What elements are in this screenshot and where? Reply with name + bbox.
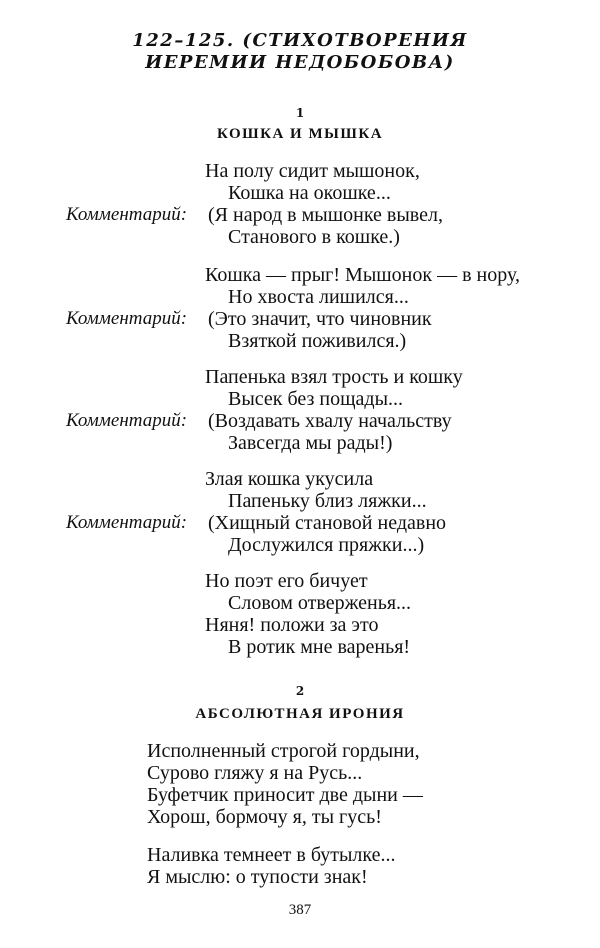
poem-1-line: Станового в кошке.) <box>228 226 400 248</box>
poem-1-number: 1 <box>295 106 305 120</box>
poem-1-line: Злая кошка укусила <box>205 468 374 490</box>
poem-1-line: Папеньку близ ляжки... <box>228 490 427 512</box>
poem-1-line: Папенька взял трость и кошку <box>205 366 463 388</box>
page-number: 387 <box>288 902 312 918</box>
poem-1-line: Но хвоста лишился... <box>228 286 409 308</box>
poem-2-line: Исполненный строгой гордыни, <box>147 740 420 762</box>
poem-2-number: 2 <box>295 684 305 698</box>
poem-1-line: В ротик мне варенья! <box>228 636 411 658</box>
poem-1-line: (Я народ в мышонке вывел, <box>208 204 443 226</box>
poem-1-line: Дослужился пряжки...) <box>228 534 425 556</box>
section-heading-line-1: 122–125. (СТИХОТВОРЕНИЯ <box>132 30 468 51</box>
poem-2-line: Буфетчик приносит две дыни — <box>147 784 423 806</box>
poem-2-title: АБСОЛЮТНАЯ ИРОНИЯ <box>195 706 405 722</box>
comment-label: Комментарий: <box>66 512 188 533</box>
poem-1-line: Кошка — прыг! Мышонок — в нору, <box>205 264 520 286</box>
comment-label: Комментарий: <box>66 308 188 329</box>
poem-1-line: Кошка на окошке... <box>228 182 391 204</box>
comment-label: Комментарий: <box>66 410 188 431</box>
poem-1-line: (Хищный становой недавно <box>208 512 447 534</box>
poem-1-line: На полу сидит мышонок, <box>205 160 420 182</box>
poem-2-line: Я мыслю: о тупости знак! <box>147 866 368 888</box>
poem-1-line: (Это значит, что чиновник <box>208 308 432 330</box>
poem-1-line: Но поэт его бичует <box>205 570 368 592</box>
comment-label: Комментарий: <box>66 204 188 225</box>
poem-2-line: Наливка темнеет в бутылке... <box>147 844 396 866</box>
poem-1-line: Няня! положи за это <box>205 614 379 636</box>
section-heading-line-2: ИЕРЕМИИ НЕДОБОБОВА) <box>145 52 455 73</box>
poem-1-line: Высек без пощады... <box>228 388 404 410</box>
poem-1-title: КОШКА И МЫШКА <box>216 126 384 142</box>
poem-1-line: (Воздавать хвалу начальству <box>208 410 452 432</box>
poem-1-line: Завсегда мы рады!) <box>228 432 393 454</box>
poem-1-line: Взяткой поживился.) <box>228 330 407 352</box>
poem-2-line: Хорош, бормочу я, ты гусь! <box>147 806 382 828</box>
poem-2-line: Сурово гляжу я на Русь... <box>147 762 363 784</box>
poem-1-line: Словом отверженья... <box>228 592 412 614</box>
